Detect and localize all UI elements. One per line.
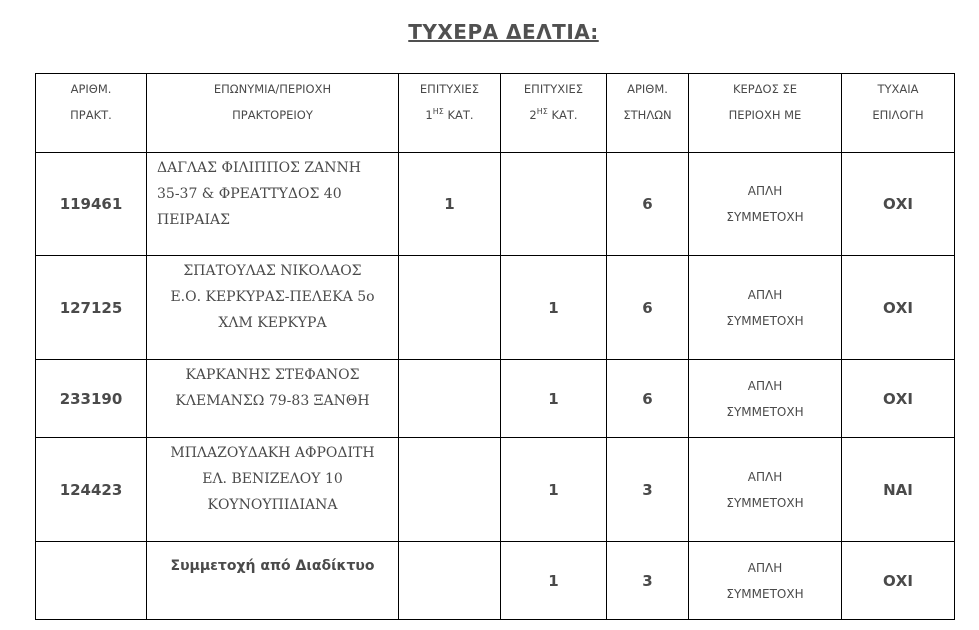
random-pick-cell: ΟΧΙ xyxy=(842,153,955,256)
columns-cell: 6 xyxy=(607,153,689,256)
header-agent-name: ΕΠΩΝΥΜΙΑ/ΠΕΡΙΟΧΗ ΠΡΑΚΤΟΡΕΙΟΥ xyxy=(147,74,399,153)
header-columns: ΑΡΙΘΜ. ΣΤΗΛΩΝ xyxy=(607,74,689,153)
wins-cat2-cell: 1 xyxy=(501,438,607,542)
agent-no-cell: 127125 xyxy=(36,256,147,360)
agent-no-cell: 119461 xyxy=(36,153,147,256)
gain-cell: ΑΠΛΗ ΣΥΜΜΕΤΟΧΗ xyxy=(689,438,842,542)
header-wins-cat2: ΕΠΙΤΥΧΙΕΣ $2^{H\Sigma}$ ΚΑΤ. xyxy=(501,74,607,153)
header-wins-cat1: ΕΠΙΤΥΧΙΕΣ $1^{H\Sigma}$ ΚΑΤ. xyxy=(399,74,501,153)
wins-cat1-cell xyxy=(399,542,501,620)
wins-cat2-cell xyxy=(501,153,607,256)
gain-cell: ΑΠΛΗ ΣΥΜΜΕΤΟΧΗ xyxy=(689,153,842,256)
wins-cat1-cell: 1 xyxy=(399,153,501,256)
random-pick-cell: ΟΧΙ xyxy=(842,542,955,620)
columns-cell: 3 xyxy=(607,438,689,542)
agent-name-cell: ΔΑΓΛΑΣ ΦΙΛΙΠΠΟΣ ΖΑΝΝΗ 35-37 & ΦΡΕΑΤΤΥΔΟΣ 40 ΠΕΙΡΑΙΑΣ xyxy=(147,153,399,256)
header-agent-no: ΑΡΙΘΜ. ΠΡΑΚΤ. xyxy=(36,74,147,153)
agent-name-cell: ΣΠΑΤΟΥΛΑΣ ΝΙΚΟΛΑΟΣ Ε.Ο. ΚΕΡΚΥΡΑΣ-ΠΕΛΕΚΑ 5ο ΧΛΜ ΚΕΡΚΥΡΑ xyxy=(147,256,399,360)
random-pick-cell: ΝΑΙ xyxy=(842,438,955,542)
table-row xyxy=(36,542,955,620)
wins-cat2-cell: 1 xyxy=(501,542,607,620)
random-pick-cell: ΟΧΙ xyxy=(842,256,955,360)
wins-cat1-cell xyxy=(399,438,501,542)
agent-no-cell: 124423 xyxy=(36,438,147,542)
gain-cell: ΑΠΛΗ ΣΥΜΜΕΤΟΧΗ xyxy=(689,542,842,620)
random-pick-cell: ΟΧΙ xyxy=(842,360,955,438)
header-random: ΤΥΧΑΙΑ ΕΠΙΛΟΓΗ xyxy=(842,74,955,153)
columns-cell: 3 xyxy=(607,542,689,620)
wins-cat2-cell: 1 xyxy=(501,360,607,438)
header-gain: ΚΕΡΔΟΣ ΣΕ ΠΕΡΙΟΧΗ ΜΕ xyxy=(689,74,842,153)
agent-no-cell xyxy=(36,542,147,620)
page-title: ΤΥΧΕΡΑ ΔΕΛΤΙΑ: xyxy=(408,20,599,44)
wins-cat1-cell xyxy=(399,360,501,438)
gain-cell: ΑΠΛΗ ΣΥΜΜΕΤΟΧΗ xyxy=(689,360,842,438)
agent-name-cell: ΜΠΛΑΖΟΥΔΑΚΗ ΑΦΡΟΔΙΤΗ ΕΛ. ΒΕΝΙΖΕΛΟΥ 10 ΚΟΥΝΟΥΠΙΔΙΑΝΑ xyxy=(147,438,399,542)
table-header-row xyxy=(36,74,955,153)
table-row xyxy=(36,360,955,438)
columns-cell: 6 xyxy=(607,256,689,360)
table-row xyxy=(36,438,955,542)
table-row xyxy=(36,256,955,360)
agent-no-cell: 233190 xyxy=(36,360,147,438)
wins-cat2-cell: 1 xyxy=(501,256,607,360)
agent-name-cell: ΚΑΡΚΑΝΗΣ ΣΤΕΦΑΝΟΣ ΚΛΕΜΑΝΣΩ 79-83 ΞΑΝΘΗ xyxy=(147,360,399,438)
winning-tickets-table xyxy=(35,73,955,620)
gain-cell: ΑΠΛΗ ΣΥΜΜΕΤΟΧΗ xyxy=(689,256,842,360)
online-entry-cell: Συμμετοχή από Διαδίκτυο xyxy=(147,542,399,620)
wins-cat1-cell xyxy=(399,256,501,360)
table-row xyxy=(36,153,955,256)
columns-cell: 6 xyxy=(607,360,689,438)
